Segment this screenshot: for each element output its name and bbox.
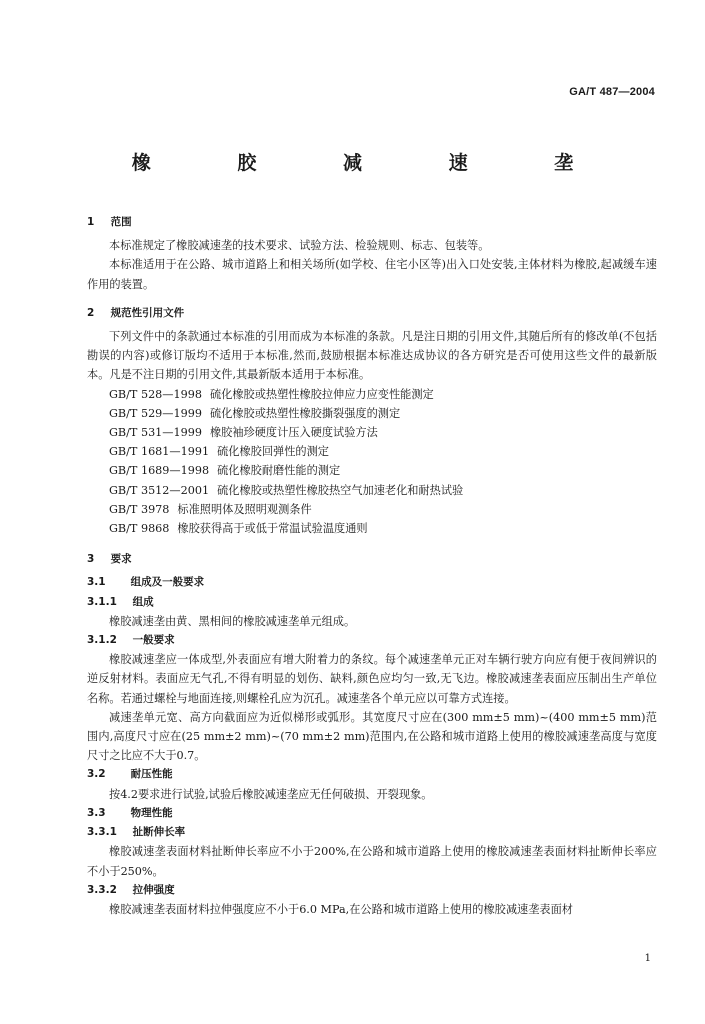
subsection-title: 物理性能 [130,806,173,819]
paragraph: 橡胶减速垄由黄、黑相间的橡胶减速垄单元组成。 [109,614,356,628]
section-heading [87,213,657,232]
reference-code: GB/T 1689—1998 [109,464,210,478]
section-heading [87,550,657,569]
reference-item [87,423,657,442]
standard-number: GA/T 487—2004 [569,86,655,98]
subsection-heading [87,573,657,592]
paragraph: 按4.2要求进行试验,试验后橡胶减速垄应无任何破损、开裂现象。 [109,787,433,801]
reference-item [87,481,657,500]
reference-code: GB/T 531—1999 [109,426,202,440]
subsection-number: 3.1.2 [87,634,117,647]
paragraph: 橡胶减速垄应一体成型,外表面应有增大附着力的条纹。每个减速垄单元正对车辆行驶方向应有便于夜间辨识的逆反射材料。表面应无气孔,不得有明显的划伤、缺料,颜色应均匀一致,无飞边。橡胶减速垄表面应压制出生产单位名称。若通过螺栓与地面连接,则螺栓孔应为沉孔。减速垄各个单元应以可靠方式连接。 [87,653,657,705]
reference-code: GB/T 9868 [109,522,170,536]
subsection-heading [87,823,657,842]
section-number: 3 [87,553,95,566]
reference-item [87,442,657,461]
reference-name: 硫化橡胶或热塑性橡胶拉伸应力应变性能测定 [209,387,434,401]
reference-code: GB/T 528—1998 [109,387,202,401]
paragraph: 本标准适用于在公路、城市道路上和相关场所(如学校、住宅小区等)出入口处安装,主体材料为橡胶,起减缓车速作用的装置。 [87,258,657,291]
section-number: 2 [87,306,95,319]
reference-item [87,385,657,404]
subsection-number: 3.1 [87,576,106,589]
subsection-number: 3.2 [87,768,106,781]
subsection-heading [87,881,657,900]
subsection-number: 3.3 [87,806,106,819]
reference-item [87,404,657,423]
section-number: 1 [87,216,95,228]
reference-code: GB/T 1681—1991 [109,445,210,459]
subsection-number: 3.3.1 [87,826,117,839]
paragraph: 橡胶减速垄表面材料扯断伸长率应不小于200%,在公路和城市道路上使用的橡胶减速垄表面材料扯断伸长率应不小于250%。 [87,845,657,878]
page-number: 1 [644,953,651,964]
paragraph: 橡胶减速垄表面材料拉伸强度应不小于6.0 MPa,在公路和城市道路上使用的橡胶减速垄表面材 [109,902,573,916]
document-title: 橡 胶 减 速 垄 [131,152,614,174]
subsection-heading [87,631,657,650]
reference-item [87,500,657,519]
subsection-heading [87,593,657,612]
section-title: 要求 [110,553,132,566]
reference-name: 橡胶袖珍硬度计压入硬度试验方法 [209,426,378,440]
subsection-title: 耐压性能 [130,768,173,781]
reference-name: 硫化橡胶回弹性的测定 [217,445,329,459]
section-title: 规范性引用文件 [110,306,185,319]
reference-name: 硫化橡胶或热塑性橡胶热空气加速老化和耐热试验 [217,483,464,497]
reference-code: GB/T 3978 [109,502,170,516]
reference-name: 硫化橡胶耐磨性能的测定 [217,464,341,478]
subsection-heading [87,765,657,784]
paragraph: 本标准规定了橡胶减速垄的技术要求、试验方法、检验规则、标志、包装等。 [109,239,490,253]
reference-item [87,519,657,538]
subsection-title: 组成及一般要求 [130,576,205,589]
reference-code: GB/T 3512—2001 [109,483,210,497]
reference-item [87,461,657,480]
reference-code: GB/T 529—1999 [109,406,202,420]
paragraph: 减速垄单元宽、高方向截面应为近似梯形或弧形。其宽度尺寸应在(300 mm±5 mm)~(400 mm±5 mm)范围内,高度尺寸应在(25 mm±2 mm)~(70 mm±2 mm)范围内,在公路和城市道路上使用的橡胶减速垄高度与宽度尺寸之比应不大于0.7。 [87,710,657,763]
subsection-number: 3.1.1 [87,595,117,608]
section-title: 范围 [110,216,132,228]
reference-name: 标准照明体及照明观测条件 [177,502,312,516]
subsection-title: 扯断伸长率 [132,826,186,839]
paragraph: 下列文件中的条款通过本标准的引用而成为本标准的条款。凡是注日期的引用文件,其随后所有的修改单(不包括勘误的内容)或修订版均不适用于本标准,然而,鼓励根据本标准达成协议的各方研究是否可使用这些文件的最新版本。凡是不注日期的引用文件,其最新版本适用于本标准。 [87,330,657,382]
section-heading [87,304,657,323]
subsection-title: 组成 [132,595,154,608]
reference-name: 硫化橡胶或热塑性橡胶撕裂强度的测定 [209,406,401,420]
subsection-title: 一般要求 [132,634,175,647]
subsection-title: 拉伸强度 [132,883,175,896]
document-body [87,205,657,919]
subsection-number: 3.3.2 [87,883,117,896]
reference-name: 橡胶获得高于或低于常温试验温度通则 [177,522,368,536]
subsection-heading [87,804,657,823]
